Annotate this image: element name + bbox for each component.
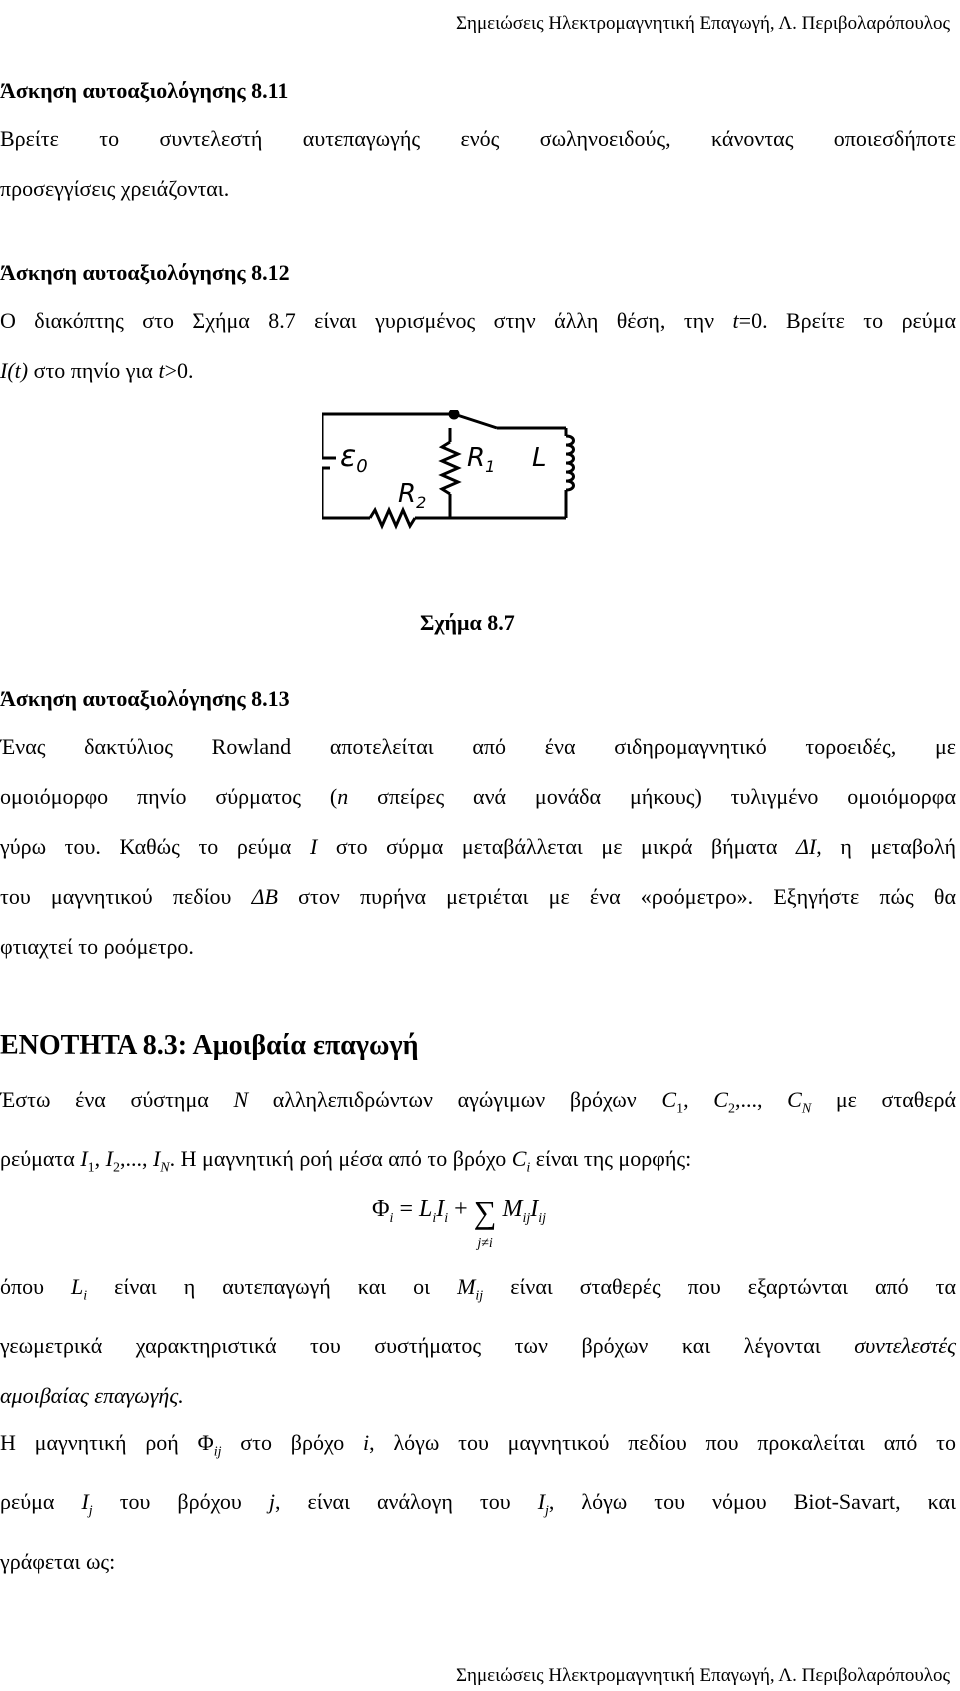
figure-caption: Σχήμα 8.7 — [420, 610, 515, 635]
exercise-8-11-title: Άσκηση αυτοαξιολόγησης 8.11 — [0, 78, 289, 103]
section-paragraph-1 — [0, 1075, 956, 1194]
exercise-8-11-line1: Βρείτε το συντελεστή αυτεπαγωγής ενός σωληνοειδούς, κάνοντας οποιεσδήποτε — [0, 126, 956, 151]
switch-blade — [454, 414, 497, 428]
exercise-8-11-text — [0, 114, 956, 214]
exercise-8-13-title: Άσκηση αυτοαξιολόγησης 8.13 — [0, 686, 290, 711]
label-r1: $R_1$ — [467, 443, 496, 476]
exercise-8-11-line2: προσεγγίσεις χρειάζονται. — [0, 176, 230, 201]
exercise-8-13-line1: Ένας δακτύλιος Rowland αποτελείται από ένα σιδηρομαγνητικό τοροειδές, με — [0, 734, 956, 759]
exercise-8-13-line5: φτιαχτεί το ροόμετρο. — [0, 934, 194, 959]
section-p1-line2: ρεύματα $I_1$, $I_2$,..., $I_N$. Η μαγνητική ροή μέσα από το βρόχο $C_i$ είναι της μορφής: — [0, 1146, 692, 1176]
resistor-r2 — [370, 510, 415, 526]
exercise-8-12-text — [0, 296, 956, 396]
exercise-8-12-line2: I(t) στο πηνίο για t>0. — [0, 358, 194, 383]
section-p2-line1: όπου $L_i$ είναι η αυτεπαγωγή και οι $M_{ij}$ είναι σταθερές που εξαρτώνται από τα — [0, 1274, 957, 1304]
exercise-8-13-text — [0, 722, 956, 972]
circuit-diagram — [322, 410, 632, 575]
exercise-8-13-line2: ομοιόμορφο πηνίο σύρματος (n σπείρες ανά μονάδα μήκους) τυλιγμένο ομοιόμορφα — [0, 784, 957, 809]
section-p3-line3: γράφεται ως: — [0, 1548, 116, 1574]
equation-flux: $\Phi_i = L_iI_i$ + ∑ j≠i $M_{ij}I_{ij}$ — [372, 1194, 547, 1251]
section-p3-line2: ρεύμα $I_j$ του βρόχου j, είναι ανάλογη του $I_j$, λόγω του νόμου Biot-Savart, και — [0, 1489, 956, 1519]
section-title: ΕΝΟΤΗΤΑ 8.3: Αμοιβαία επαγωγή — [0, 1030, 419, 1061]
section-paragraph-3 — [0, 1418, 956, 1587]
label-r2: $R_2$ — [398, 479, 427, 512]
exercise-8-12-title: Άσκηση αυτοαξιολόγησης 8.12 — [0, 260, 290, 285]
exercise-8-13-line3: γύρω του. Καθώς το ρεύμα I στο σύρμα μεταβάλλεται με μικρά βήματα ΔI, η μεταβολή — [0, 834, 957, 859]
exercise-8-13-line4: του μαγνητικού πεδίου ΔB στον πυρήνα μετριέται με ένα «ροόμετρο». Εξηγήστε πώς θα — [0, 884, 956, 909]
exercise-8-12-line1: Ο διακόπτης στο Σχήμα 8.7 είναι γυρισμένος στην άλλη θέση, την t=0. Βρείτε το ρεύμα — [0, 308, 956, 333]
resistor-r1 — [442, 442, 458, 494]
section-paragraph-2 — [0, 1262, 956, 1421]
section-p2-line2: γεωμετρικά χαρακτηριστικά του συστήματος των βρόχων και λέγονται συντελεστές — [0, 1333, 956, 1359]
section-p3-line1: Η μαγνητική ροή $\Phi_{ij}$ στο βρόχο i, λόγω του μαγνητικού πεδίου που προκαλείται από το — [0, 1430, 956, 1460]
label-emf: $\varepsilon_0$ — [340, 439, 368, 477]
inductor-l — [566, 436, 574, 490]
page-header: Σημειώσεις Ηλεκτρομαγνητική Επαγωγή, Λ. Περιβολαρόπουλος — [455, 13, 950, 34]
page-footer: Σημειώσεις Ηλεκτρομαγνητική Επαγωγή, Λ. Περιβολαρόπουλος — [455, 1665, 950, 1686]
section-p2-line3: αμοιβαίας επαγωγής. — [0, 1383, 184, 1409]
section-p1-line1: Έστω ένα σύστημα N αλληλεπιδρώντων αγώγιμων βρόχων $C_1$, $C_2$,..., $C_N$ με σταθερά — [0, 1087, 957, 1117]
label-l: L — [532, 443, 547, 473]
